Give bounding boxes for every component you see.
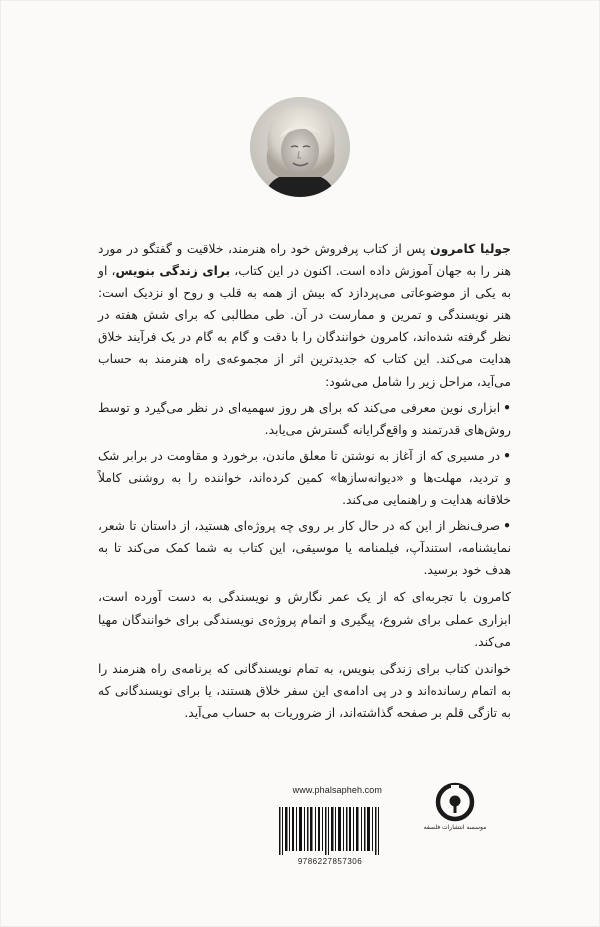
author-portrait-icon — [250, 97, 350, 197]
feature-bullet — [98, 397, 511, 441]
book-title-inline: برای زندگی بنویس — [115, 264, 231, 279]
intro-paragraph — [98, 238, 511, 393]
bullet-text: در مسیری که از آغاز به نوشتن تا معلق ماندن، برخورد و مقاومت در برابر شک و تردید، مهلت‌ها و «دیوانه‌سازها» کمین کرده‌اند، خواننده را به روشنی کاملاً خلاقانه هدایت و راهنمایی می‌کند. — [98, 448, 511, 508]
publisher-caption: موسسه انتشارات فلسفه — [423, 824, 487, 831]
book-description — [98, 238, 511, 724]
feature-bullet — [98, 445, 511, 511]
bullet-text: ابزاری نوین معرفی می‌کند که برای هر روز سهمیه‌ای در نظر می‌گیرد و توسط روش‌های قدرتمند و واقع‌گرایانه گسترش می‌یابد. — [98, 400, 511, 437]
author-photo — [250, 97, 350, 197]
bullet-marker: • — [503, 519, 511, 534]
isbn-number: 9786227857306 — [297, 857, 363, 866]
intro-text-rest: ، او به یکی از موضوعاتی می‌پردازد که بیش از همه به قلب و روح او نزدیک است: هنر نویسندگی و تمرین و ممارست در آن. طی مطالبی که برای شش هفته در نظر گرفته شده‌اند، کامرون خوانندگان را با دقت و گام به گام در یک فرآیند خلاق هدایت می‌کند. این کتاب که جدیدترین اثر از مجموعه‌ی راه هنرمند به حساب می‌آید، مراحل زیر را شامل می‌شود: — [98, 264, 511, 389]
feature-bullet — [98, 515, 511, 581]
bullet-marker: • — [503, 448, 511, 463]
publisher-logo-icon — [430, 780, 480, 840]
author-name: جولیا کامرون — [430, 242, 512, 256]
closing-paragraph: خواندن کتاب برای زندگی بنویس، به تمام نویسندگانی که برنامه‌ی راه هنرمند را به اتمام رسانده‌اند و در پی ادامه‌ی این سفر خلاق هستند، یا برای نویسندگانی که به تازگی قلم بر صفحه گذاشته‌اند، از ضروریات به حساب می‌آید. — [98, 661, 511, 720]
publisher-website: www.phalsapheh.com — [292, 785, 382, 795]
bullet-text: صرف‌نظر از این که در حال کار بر روی چه پروژه‌ای هستید، از داستان تا شعر، نمایشنامه، استندآپ، فیلمنامه یا موسیقی، این کتاب به شما کمک می‌کند تا به هدف خود برسید. — [98, 519, 511, 578]
intro-text: پس از کتاب پرفروش خود راه هنرمند، خلاقیت و گفتگو در مورد هنر را به جهان آموزش داده است. اکنون در این کتاب، — [98, 242, 511, 279]
isbn-barcode-icon — [275, 805, 385, 855]
bullet-marker: • — [503, 400, 511, 415]
experience-paragraph: کامرون با تجربه‌ای که از یک عمر نگارش و نویسندگی به دست آورده است، ابزاری عملی برای شروع، پیگیری و اتمام پروژه‌ی نویسندگی برای خوانندگان مهیا می‌کند. — [98, 590, 511, 649]
